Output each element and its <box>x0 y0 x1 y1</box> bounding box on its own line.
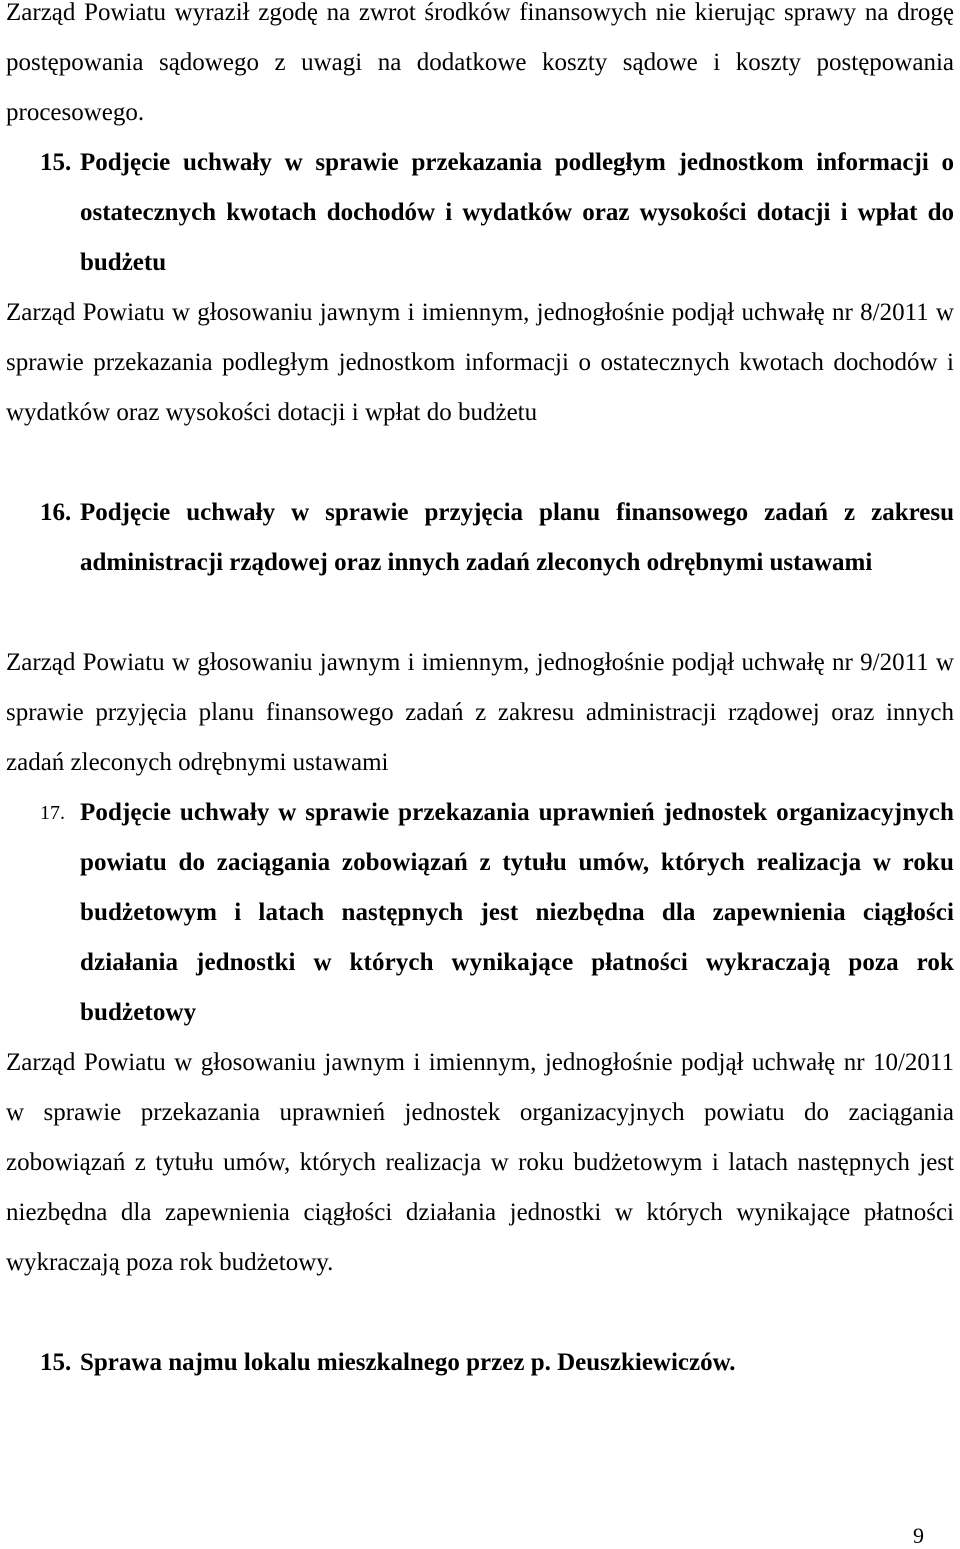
agenda-item-title: Podjęcie uchwały w sprawie przekazania podległym jednostkom informacji o ostatecznych kwotach dochodów i wydatków oraz wysokości dotacji i wpłat do budżetu <box>80 149 954 276</box>
paragraph-resolution-10-2011: Zarząd Powiatu w głosowaniu jawnym i imiennym, jednogłośnie podjął uchwałę nr 10/2011 w sprawie przekazania uprawnień jednostek organizacyjnych powiatu do zaciągania zobowiązań z tytułu umów, których realizacja w roku budżetowym i latach następnych jest niezbędna dla zapewnienia ciągłości działania jednostki w których wynikające płatności wykraczają poza rok budżetowy. <box>6 1049 954 1276</box>
agenda-item-title: Podjęcie uchwały w sprawie przekazania uprawnień jednostek organizacyjnych powiatu do zaciągania zobowiązań z tytułu umów, których realizacja w roku budżetowym i latach następnych jest niezbędna dla zapewnienia ciągłości działania jednostki w których wynikające płatności wykraczają poza rok budżetowy <box>80 799 954 1026</box>
agenda-item-17 <box>6 788 954 1038</box>
paragraph-resolution-8-2011: Zarząd Powiatu w głosowaniu jawnym i imiennym, jednogłośnie podjął uchwałę nr 8/2011 w sprawie przekazania podległym jednostkom informacji o ostatecznych kwotach dochodów i wydatków oraz wysokości dotacji i wpłat do budżetu <box>6 299 954 426</box>
agenda-item-number: 16. <box>40 499 72 526</box>
agenda-item-title: Podjęcie uchwały w sprawie przyjęcia planu finansowego zadań z zakresu administracji rządowej oraz innych zadań zleconych odrębnymi ustawami <box>80 499 954 576</box>
agenda-item-number: 15. <box>40 1349 72 1376</box>
paragraph-resolution-9-2011: Zarząd Powiatu w głosowaniu jawnym i imiennym, jednogłośnie podjął uchwałę nr 9/2011 w sprawie przyjęcia planu finansowego zadań z zakresu administracji rządowej oraz innych zadań zleconych odrębnymi ustawami <box>6 649 954 776</box>
agenda-item-title: Sprawa najmu lokalu mieszkalnego przez p. Deuszkiewiczów. <box>80 1349 736 1376</box>
agenda-item-15 <box>6 138 954 288</box>
agenda-item-number: 17. <box>40 802 65 824</box>
agenda-item-16 <box>6 488 954 588</box>
paragraph-return-of-funds: Zarząd Powiatu wyraził zgodę na zwrot środków finansowych nie kierując sprawy na drogę postępowania sądowego z uwagi na dodatkowe koszty sądowe i koszty postępowania procesowego. <box>6 0 954 126</box>
agenda-item-15-housing <box>6 1338 954 1388</box>
agenda-item-number: 15. <box>40 149 72 176</box>
page-number: 9 <box>913 1523 924 1548</box>
